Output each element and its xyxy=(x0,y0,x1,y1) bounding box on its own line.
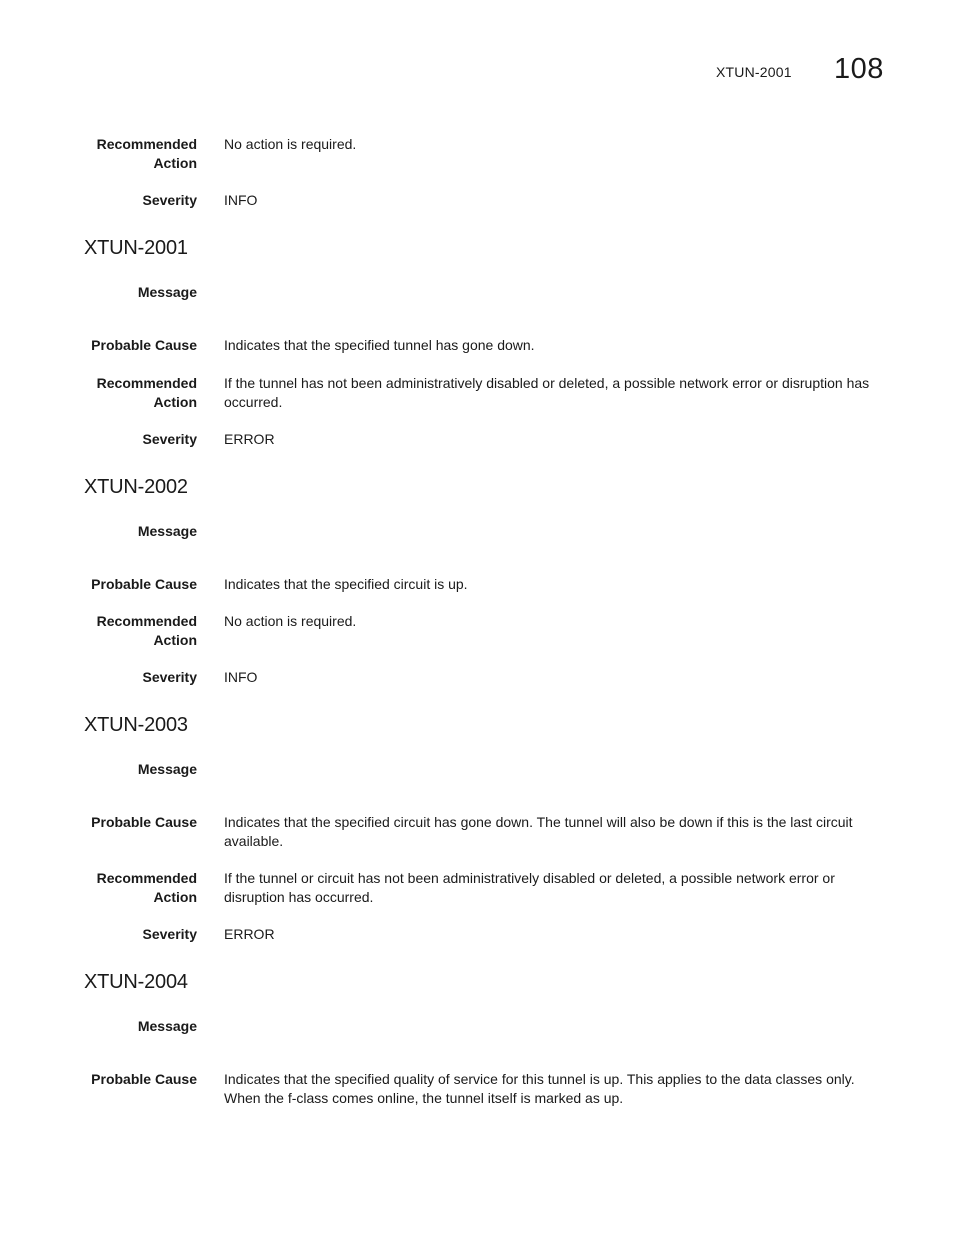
probable-cause-label: Probable Cause xyxy=(91,814,197,830)
recommended-action-label: Recommended Action xyxy=(96,136,197,171)
section-title: XTUN-2001 xyxy=(84,237,188,259)
recommended-action-label: Recommended Action xyxy=(96,870,197,905)
severity-label: Severity xyxy=(142,431,197,447)
recommended-action-text: No action is required. xyxy=(224,613,357,629)
message-label: Message xyxy=(137,523,197,539)
section-title: XTUN-2004 xyxy=(84,971,188,993)
chapter-number: 108 xyxy=(834,53,884,85)
probable-cause-label: Probable Cause xyxy=(91,1071,197,1087)
severity-value: ERROR xyxy=(224,431,275,447)
recommended-action-label: Recommended Action xyxy=(96,375,197,410)
probable-cause-label: Probable Cause xyxy=(91,576,197,592)
probable-cause-label: Probable Cause xyxy=(91,337,197,353)
recommended-action-label: Recommended Action xyxy=(96,613,197,648)
probable-cause-text: Indicates that the specified quality of service for this tunnel is up. This applies to the data classes only. When the f-class comes online, the tunnel itself is marked as up. xyxy=(224,1071,855,1106)
section-title: XTUN-2003 xyxy=(84,714,188,736)
recommended-action-text: If the tunnel or circuit has not been administratively disabled or deleted, a possible network error or disruption has occurred. xyxy=(224,870,835,905)
severity-label: Severity xyxy=(142,669,197,685)
severity-value: ERROR xyxy=(224,926,275,942)
severity-value: INFO xyxy=(224,192,258,208)
recommended-action-text: If the tunnel has not been administratively disabled or deleted, a possible network error or disruption has occurred. xyxy=(224,375,870,410)
message-label: Message xyxy=(137,284,197,300)
severity-label: Severity xyxy=(142,926,197,942)
severity-value: INFO xyxy=(224,669,258,685)
probable-cause-text: Indicates that the specified circuit has gone down. The tunnel will also be down if this is the last circuit available. xyxy=(224,814,853,849)
recommended-action-text: No action is required. xyxy=(224,136,357,152)
running-header: XTUN-2001 xyxy=(716,64,792,80)
probable-cause-text: Indicates that the specified tunnel has gone down. xyxy=(224,337,535,353)
probable-cause-text: Indicates that the specified circuit is up. xyxy=(224,576,468,592)
message-label: Message xyxy=(137,1018,197,1034)
message-label: Message xyxy=(137,761,197,777)
severity-label: Severity xyxy=(142,192,197,208)
section-title: XTUN-2002 xyxy=(84,476,188,498)
